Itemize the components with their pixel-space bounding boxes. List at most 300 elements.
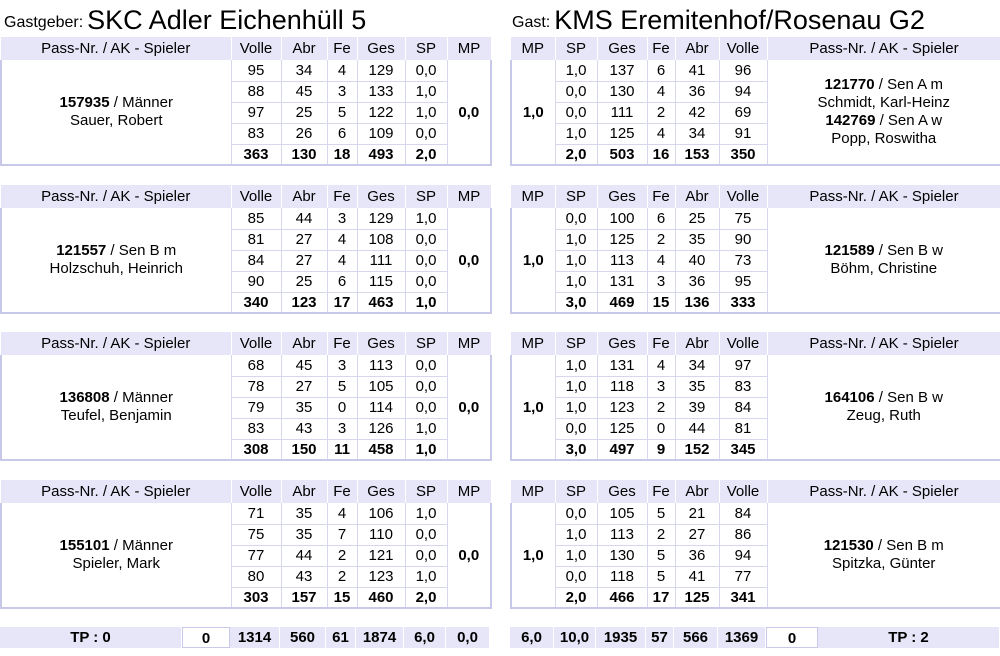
fe-cell: 3 bbox=[327, 355, 357, 376]
player-info bbox=[767, 60, 1000, 165]
ges-cell: 137 bbox=[597, 60, 647, 81]
player-name: Spieler, Mark bbox=[72, 555, 161, 572]
ges-cell: 466 bbox=[597, 587, 647, 608]
ges-cell: 121 bbox=[357, 545, 405, 566]
player-name: Holzschuh, Heinrich bbox=[49, 260, 183, 277]
fe-cell: 2 bbox=[327, 545, 357, 566]
player-pass-line bbox=[768, 389, 1000, 407]
volle-cell: 86 bbox=[719, 524, 767, 545]
column-header: Fe bbox=[647, 37, 675, 60]
abr-cell: 35 bbox=[675, 376, 719, 397]
home-team-prefix: Gastgeber: bbox=[4, 14, 84, 31]
player-pass-number: 164106 bbox=[824, 389, 875, 406]
home-player-block bbox=[0, 37, 492, 166]
column-header: Pass-Nr. / AK - Spieler bbox=[767, 480, 1000, 503]
column-header: Abr bbox=[675, 480, 719, 503]
ges-cell: 105 bbox=[597, 503, 647, 524]
player-pass-number: 136808 bbox=[59, 389, 110, 406]
home-volle-total: 1314 bbox=[230, 627, 280, 648]
fe-cell: 5 bbox=[327, 102, 357, 123]
guest-totals-row bbox=[510, 627, 1000, 648]
player-name: Böhm, Christine bbox=[830, 260, 938, 277]
column-header: Pass-Nr. / AK - Spieler bbox=[1, 332, 231, 355]
column-header: MP bbox=[511, 37, 555, 60]
column-header: MP bbox=[511, 332, 555, 355]
column-header: SP bbox=[555, 480, 597, 503]
sp-cell: 0,0 bbox=[405, 545, 447, 566]
home-mp-total: 0,0 bbox=[446, 627, 490, 648]
home-player-block bbox=[0, 480, 492, 609]
abr-cell: 26 bbox=[281, 123, 327, 144]
abr-cell: 34 bbox=[675, 355, 719, 376]
player-info bbox=[767, 208, 1000, 313]
volle-cell: 90 bbox=[719, 229, 767, 250]
fe-cell: 17 bbox=[327, 292, 357, 313]
player-class: / Sen B m bbox=[106, 242, 177, 259]
sp-cell: 1,0 bbox=[555, 376, 597, 397]
player-class: / Sen B w bbox=[874, 389, 943, 406]
column-header: Ges bbox=[357, 480, 405, 503]
guest-volle-total: 1369 bbox=[718, 627, 766, 648]
volle-cell: 81 bbox=[231, 229, 281, 250]
fe-cell: 0 bbox=[647, 418, 675, 439]
ges-cell: 118 bbox=[597, 376, 647, 397]
fe-cell: 2 bbox=[647, 524, 675, 545]
abr-cell: 150 bbox=[281, 439, 327, 460]
sp-cell: 1,0 bbox=[555, 524, 597, 545]
ges-cell: 106 bbox=[357, 503, 405, 524]
header-row bbox=[511, 185, 1000, 208]
player-pass-number: 121770 bbox=[824, 76, 875, 93]
fe-cell: 16 bbox=[647, 144, 675, 165]
player-class: / Männer bbox=[109, 537, 173, 554]
fe-cell: 4 bbox=[647, 250, 675, 271]
player-name: Sauer, Robert bbox=[69, 112, 163, 129]
lane-row bbox=[1, 503, 491, 524]
ges-cell: 122 bbox=[357, 102, 405, 123]
column-header: Abr bbox=[281, 37, 327, 60]
home-sp-total: 6,0 bbox=[404, 627, 446, 648]
column-header: SP bbox=[405, 332, 447, 355]
sp-cell: 1,0 bbox=[555, 229, 597, 250]
home-team-name: SKC Adler Eichenhüll 5 bbox=[87, 5, 367, 35]
column-header: Fe bbox=[327, 480, 357, 503]
home-player-block bbox=[0, 185, 492, 314]
player-pass-number: 155101 bbox=[59, 537, 110, 554]
sp-cell: 0,0 bbox=[555, 102, 597, 123]
player-info bbox=[1, 60, 231, 165]
sp-cell: 0,0 bbox=[405, 60, 447, 81]
ges-cell: 100 bbox=[597, 208, 647, 229]
abr-cell: 44 bbox=[675, 418, 719, 439]
sp-cell: 2,0 bbox=[555, 144, 597, 165]
volle-cell: 83 bbox=[231, 123, 281, 144]
volle-cell: 96 bbox=[719, 60, 767, 81]
sp-cell: 1,0 bbox=[405, 208, 447, 229]
abr-cell: 39 bbox=[675, 397, 719, 418]
abr-cell: 45 bbox=[281, 355, 327, 376]
column-header: Abr bbox=[281, 480, 327, 503]
home-extra: 0 bbox=[182, 627, 230, 648]
fe-cell: 4 bbox=[327, 250, 357, 271]
ges-cell: 469 bbox=[597, 292, 647, 313]
player-pass-line bbox=[2, 242, 231, 260]
ges-cell: 125 bbox=[597, 229, 647, 250]
fe-cell: 5 bbox=[327, 376, 357, 397]
column-header: SP bbox=[555, 185, 597, 208]
sp-cell: 0,0 bbox=[555, 208, 597, 229]
player-pass-number: 142769 bbox=[825, 112, 876, 129]
volle-cell: 77 bbox=[231, 545, 281, 566]
abr-cell: 35 bbox=[281, 503, 327, 524]
abr-cell: 44 bbox=[281, 545, 327, 566]
home-abr-total: 560 bbox=[280, 627, 326, 648]
sp-cell: 1,0 bbox=[405, 102, 447, 123]
home-totals-row bbox=[0, 627, 490, 648]
abr-cell: 153 bbox=[675, 144, 719, 165]
player-pass-line bbox=[768, 76, 1000, 94]
abr-cell: 34 bbox=[281, 60, 327, 81]
abr-cell: 42 bbox=[675, 102, 719, 123]
volle-cell: 345 bbox=[719, 439, 767, 460]
column-header: Volle bbox=[719, 37, 767, 60]
column-header: Pass-Nr. / AK - Spieler bbox=[767, 332, 1000, 355]
column-header: Abr bbox=[281, 332, 327, 355]
column-header: Fe bbox=[327, 37, 357, 60]
column-header: Pass-Nr. / AK - Spieler bbox=[767, 185, 1000, 208]
column-header: MP bbox=[511, 480, 555, 503]
player-name: Schmidt, Karl-Heinz bbox=[817, 94, 951, 111]
player-class: / Sen B m bbox=[873, 537, 944, 554]
player-class: / Sen A m bbox=[874, 76, 943, 93]
header-row bbox=[511, 37, 1000, 60]
player-pass-number: 121557 bbox=[56, 242, 107, 259]
volle-cell: 94 bbox=[719, 545, 767, 566]
player-pass-line bbox=[768, 537, 1000, 555]
fe-cell: 3 bbox=[647, 376, 675, 397]
volle-cell: 84 bbox=[719, 503, 767, 524]
home-ges-total: 1874 bbox=[356, 627, 404, 648]
column-header: Ges bbox=[597, 37, 647, 60]
sp-cell: 1,0 bbox=[405, 439, 447, 460]
fe-cell: 3 bbox=[647, 271, 675, 292]
volle-cell: 97 bbox=[231, 102, 281, 123]
fe-cell: 2 bbox=[647, 102, 675, 123]
guest-player-block bbox=[510, 185, 1000, 314]
column-header: Ges bbox=[597, 185, 647, 208]
player-mp: 1,0 bbox=[511, 208, 555, 313]
player-info bbox=[767, 355, 1000, 460]
ges-cell: 110 bbox=[357, 524, 405, 545]
column-header: Fe bbox=[327, 185, 357, 208]
volle-cell: 90 bbox=[231, 271, 281, 292]
ges-cell: 113 bbox=[597, 524, 647, 545]
home-tp: TP : 0 bbox=[0, 627, 182, 648]
lane-row bbox=[511, 60, 1000, 81]
header-row bbox=[1, 332, 491, 355]
sp-cell: 0,0 bbox=[555, 418, 597, 439]
fe-cell: 4 bbox=[327, 229, 357, 250]
home-player-block bbox=[0, 332, 492, 461]
volle-cell: 84 bbox=[231, 250, 281, 271]
fe-cell: 4 bbox=[647, 355, 675, 376]
sp-cell: 0,0 bbox=[555, 566, 597, 587]
column-header: MP bbox=[511, 185, 555, 208]
volle-cell: 341 bbox=[719, 587, 767, 608]
fe-cell: 15 bbox=[327, 587, 357, 608]
sp-cell: 1,0 bbox=[405, 566, 447, 587]
fe-cell: 3 bbox=[327, 418, 357, 439]
player-pass-number: 121530 bbox=[823, 537, 874, 554]
abr-cell: 123 bbox=[281, 292, 327, 313]
ges-cell: 126 bbox=[357, 418, 405, 439]
abr-cell: 44 bbox=[281, 208, 327, 229]
player-name: Popp, Roswitha bbox=[831, 130, 937, 147]
sp-cell: 1,0 bbox=[555, 250, 597, 271]
column-header: SP bbox=[405, 37, 447, 60]
ges-cell: 463 bbox=[357, 292, 405, 313]
column-header: Fe bbox=[327, 332, 357, 355]
abr-cell: 36 bbox=[675, 545, 719, 566]
lane-row bbox=[511, 503, 1000, 524]
volle-cell: 68 bbox=[231, 355, 281, 376]
column-header: Volle bbox=[719, 480, 767, 503]
sp-cell: 0,0 bbox=[555, 81, 597, 102]
volle-cell: 69 bbox=[719, 102, 767, 123]
guest-extra: 0 bbox=[766, 627, 818, 648]
ges-cell: 111 bbox=[597, 102, 647, 123]
ges-cell: 114 bbox=[357, 397, 405, 418]
abr-cell: 41 bbox=[675, 60, 719, 81]
sp-cell: 1,0 bbox=[405, 418, 447, 439]
abr-cell: 43 bbox=[281, 418, 327, 439]
abr-cell: 27 bbox=[281, 250, 327, 271]
lane-row bbox=[1, 355, 491, 376]
ges-cell: 130 bbox=[597, 81, 647, 102]
header-row bbox=[511, 480, 1000, 503]
player-name: Zeug, Ruth bbox=[846, 407, 921, 424]
sp-cell: 2,0 bbox=[555, 587, 597, 608]
fe-cell: 0 bbox=[327, 397, 357, 418]
fe-cell: 3 bbox=[327, 81, 357, 102]
fe-cell: 4 bbox=[647, 81, 675, 102]
volle-cell: 363 bbox=[231, 144, 281, 165]
ges-cell: 493 bbox=[357, 144, 405, 165]
column-header: Volle bbox=[231, 332, 281, 355]
column-header: Fe bbox=[647, 332, 675, 355]
column-header: SP bbox=[405, 480, 447, 503]
sp-cell: 3,0 bbox=[555, 439, 597, 460]
column-header: Abr bbox=[675, 37, 719, 60]
fe-cell: 4 bbox=[327, 503, 357, 524]
sp-cell: 0,0 bbox=[405, 123, 447, 144]
volle-cell: 73 bbox=[719, 250, 767, 271]
ges-cell: 503 bbox=[597, 144, 647, 165]
sp-cell: 1,0 bbox=[405, 81, 447, 102]
column-header: MP bbox=[447, 185, 491, 208]
volle-cell: 333 bbox=[719, 292, 767, 313]
sp-cell: 1,0 bbox=[555, 60, 597, 81]
fe-cell: 7 bbox=[327, 524, 357, 545]
abr-cell: 43 bbox=[281, 566, 327, 587]
sp-cell: 1,0 bbox=[555, 545, 597, 566]
home-team-header bbox=[4, 0, 366, 36]
abr-cell: 136 bbox=[675, 292, 719, 313]
ges-cell: 129 bbox=[357, 208, 405, 229]
column-header: SP bbox=[555, 37, 597, 60]
sp-cell: 0,0 bbox=[405, 355, 447, 376]
guest-ges-total: 1935 bbox=[596, 627, 646, 648]
sp-cell: 0,0 bbox=[405, 397, 447, 418]
abr-cell: 36 bbox=[675, 81, 719, 102]
lane-row bbox=[511, 208, 1000, 229]
sp-cell: 1,0 bbox=[555, 397, 597, 418]
player-class: / Sen A w bbox=[875, 112, 943, 129]
abr-cell: 21 bbox=[675, 503, 719, 524]
home-fe-total: 61 bbox=[326, 627, 356, 648]
sp-cell: 1,0 bbox=[555, 355, 597, 376]
sp-cell: 0,0 bbox=[405, 250, 447, 271]
abr-cell: 35 bbox=[281, 524, 327, 545]
sp-cell: 0,0 bbox=[555, 503, 597, 524]
volle-cell: 71 bbox=[231, 503, 281, 524]
guest-abr-total: 566 bbox=[674, 627, 718, 648]
column-header: Ges bbox=[357, 185, 405, 208]
abr-cell: 41 bbox=[675, 566, 719, 587]
abr-cell: 130 bbox=[281, 144, 327, 165]
sp-cell: 0,0 bbox=[405, 229, 447, 250]
column-header: Ges bbox=[357, 37, 405, 60]
column-header: Ges bbox=[597, 332, 647, 355]
abr-cell: 27 bbox=[281, 376, 327, 397]
fe-cell: 3 bbox=[327, 208, 357, 229]
ges-cell: 113 bbox=[597, 250, 647, 271]
column-header: Volle bbox=[231, 37, 281, 60]
player-pass-line bbox=[2, 94, 231, 112]
column-header: Abr bbox=[281, 185, 327, 208]
ges-cell: 111 bbox=[357, 250, 405, 271]
column-header: Pass-Nr. / AK - Spieler bbox=[767, 37, 1000, 60]
player-info bbox=[767, 503, 1000, 608]
sp-cell: 0,0 bbox=[405, 376, 447, 397]
ges-cell: 123 bbox=[597, 397, 647, 418]
fe-cell: 5 bbox=[647, 503, 675, 524]
player-info bbox=[1, 503, 231, 608]
header-row bbox=[511, 332, 1000, 355]
fe-cell: 4 bbox=[327, 60, 357, 81]
abr-cell: 125 bbox=[675, 587, 719, 608]
ges-cell: 125 bbox=[597, 123, 647, 144]
player-pass-line bbox=[2, 537, 231, 555]
volle-cell: 94 bbox=[719, 81, 767, 102]
volle-cell: 79 bbox=[231, 397, 281, 418]
fe-cell: 2 bbox=[647, 397, 675, 418]
player-class: / Sen B w bbox=[874, 242, 943, 259]
fe-cell: 5 bbox=[647, 545, 675, 566]
header-row bbox=[1, 37, 491, 60]
abr-cell: 27 bbox=[675, 524, 719, 545]
sp-cell: 1,0 bbox=[555, 123, 597, 144]
player-mp: 0,0 bbox=[447, 355, 491, 460]
ges-cell: 130 bbox=[597, 545, 647, 566]
sp-cell: 1,0 bbox=[555, 271, 597, 292]
abr-cell: 25 bbox=[675, 208, 719, 229]
ges-cell: 115 bbox=[357, 271, 405, 292]
lane-row bbox=[1, 208, 491, 229]
volle-cell: 97 bbox=[719, 355, 767, 376]
abr-cell: 36 bbox=[675, 271, 719, 292]
abr-cell: 35 bbox=[675, 229, 719, 250]
lane-row bbox=[511, 355, 1000, 376]
guest-team-header bbox=[512, 0, 925, 36]
abr-cell: 45 bbox=[281, 81, 327, 102]
sp-cell: 1,0 bbox=[405, 503, 447, 524]
column-header: Pass-Nr. / AK - Spieler bbox=[1, 185, 231, 208]
fe-cell: 18 bbox=[327, 144, 357, 165]
column-header: Pass-Nr. / AK - Spieler bbox=[1, 480, 231, 503]
header-row bbox=[1, 185, 491, 208]
column-header: Ges bbox=[357, 332, 405, 355]
fe-cell: 2 bbox=[647, 229, 675, 250]
volle-cell: 95 bbox=[231, 60, 281, 81]
player-mp: 0,0 bbox=[447, 208, 491, 313]
column-header: Volle bbox=[719, 185, 767, 208]
player-pass-line bbox=[768, 242, 1000, 260]
player-name: Spitzka, Günter bbox=[832, 555, 936, 572]
guest-player-block bbox=[510, 37, 1000, 166]
abr-cell: 34 bbox=[675, 123, 719, 144]
column-header: Pass-Nr. / AK - Spieler bbox=[1, 37, 231, 60]
volle-cell: 75 bbox=[231, 524, 281, 545]
column-header: MP bbox=[447, 37, 491, 60]
ges-cell: 133 bbox=[357, 81, 405, 102]
abr-cell: 25 bbox=[281, 102, 327, 123]
ges-cell: 458 bbox=[357, 439, 405, 460]
player-mp: 1,0 bbox=[511, 355, 555, 460]
guest-sp-total: 10,0 bbox=[554, 627, 596, 648]
player-pass-line bbox=[768, 112, 1000, 130]
fe-cell: 15 bbox=[647, 292, 675, 313]
player-name: Teufel, Benjamin bbox=[60, 407, 172, 424]
sp-cell: 2,0 bbox=[405, 144, 447, 165]
fe-cell: 6 bbox=[647, 208, 675, 229]
column-header: MP bbox=[447, 480, 491, 503]
volle-cell: 75 bbox=[719, 208, 767, 229]
ges-cell: 131 bbox=[597, 271, 647, 292]
fe-cell: 6 bbox=[647, 60, 675, 81]
fe-cell: 6 bbox=[327, 123, 357, 144]
column-header: MP bbox=[447, 332, 491, 355]
ges-cell: 118 bbox=[597, 566, 647, 587]
sp-cell: 0,0 bbox=[405, 524, 447, 545]
column-header: Volle bbox=[719, 332, 767, 355]
ges-cell: 123 bbox=[357, 566, 405, 587]
fe-cell: 6 bbox=[327, 271, 357, 292]
volle-cell: 95 bbox=[719, 271, 767, 292]
volle-cell: 88 bbox=[231, 81, 281, 102]
abr-cell: 157 bbox=[281, 587, 327, 608]
volle-cell: 84 bbox=[719, 397, 767, 418]
player-pass-number: 157935 bbox=[59, 94, 110, 111]
column-header: SP bbox=[555, 332, 597, 355]
guest-fe-total: 57 bbox=[646, 627, 674, 648]
player-class: / Männer bbox=[109, 389, 173, 406]
volle-cell: 340 bbox=[231, 292, 281, 313]
guest-team-name: KMS Eremitenhof/Rosenau G2 bbox=[554, 5, 925, 35]
column-header: Volle bbox=[231, 480, 281, 503]
volle-cell: 77 bbox=[719, 566, 767, 587]
guest-player-block bbox=[510, 480, 1000, 609]
